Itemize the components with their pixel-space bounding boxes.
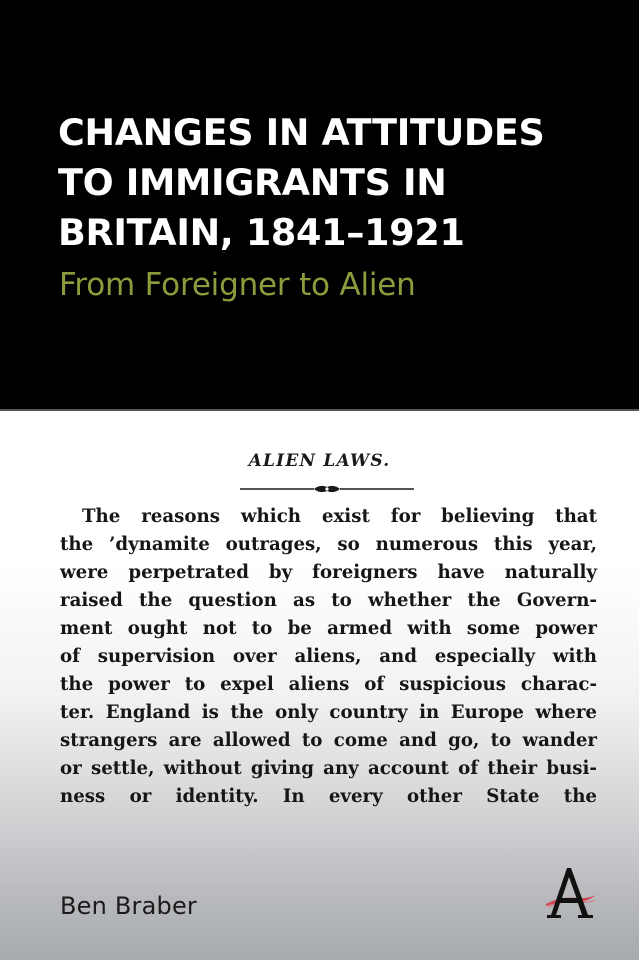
rule-ornament-icon bbox=[240, 484, 414, 494]
article-line: or settle, without giving any account of their busi- bbox=[60, 758, 597, 779]
article-line: of supervision over aliens, and especially with bbox=[60, 646, 597, 667]
article-line: The reasons which exist for believing that bbox=[82, 506, 597, 527]
anthem-a-logo-icon bbox=[538, 862, 602, 926]
article-body bbox=[60, 503, 597, 811]
book-subtitle: From Foreigner to Alien bbox=[59, 267, 416, 303]
book-title-line-3: BRITAIN, 1841–1921 bbox=[58, 211, 465, 254]
article-line: the power to expel aliens of suspicious charac- bbox=[60, 674, 597, 695]
article-heading: ALIEN LAWS. bbox=[248, 451, 391, 471]
cover-top-panel bbox=[0, 0, 639, 411]
book-title bbox=[58, 108, 618, 258]
article-line: strangers are allowed to come and go, to wander bbox=[60, 730, 597, 751]
book-title-line-1: CHANGES IN ATTITUDES bbox=[58, 111, 545, 154]
book-title-line-2: TO IMMIGRANTS IN bbox=[58, 161, 447, 204]
article-line: ment ought not to be armed with some power bbox=[60, 618, 597, 639]
article-line: raised the question as to whether the Govern- bbox=[60, 590, 597, 611]
article-line: ter. England is the only country in Europe where bbox=[60, 702, 597, 723]
article-line: the ’dynamite outrages, so numerous this year, bbox=[60, 534, 597, 555]
author-name: Ben Braber bbox=[60, 892, 197, 920]
article-line: were perpetrated by foreigners have naturally bbox=[60, 562, 597, 583]
article-line: ness or identity. In every other State the bbox=[60, 786, 597, 807]
